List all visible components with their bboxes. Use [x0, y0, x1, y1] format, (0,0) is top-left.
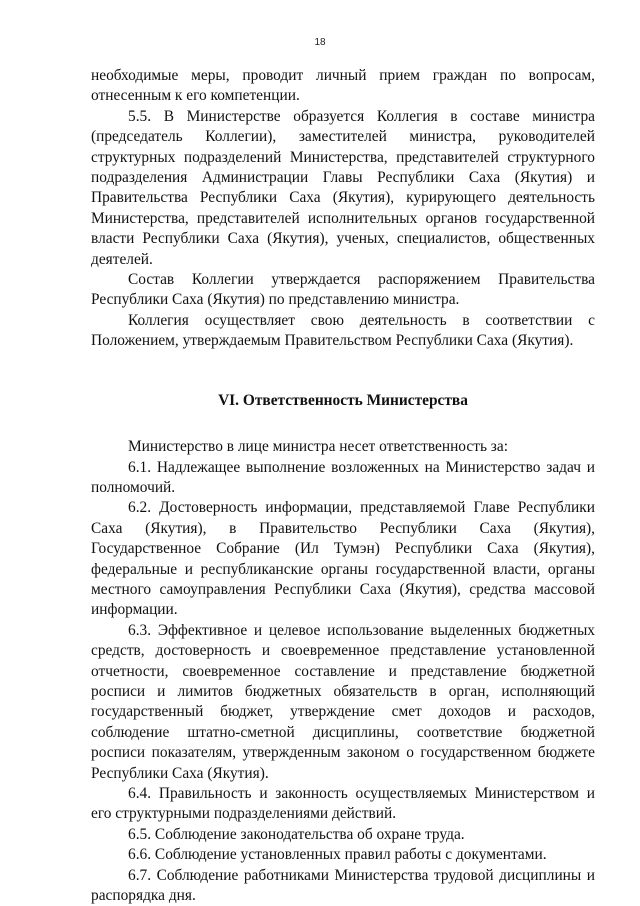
paragraph-6-1: 6.1. Надлежащее выполнение возложенных на Министерство задач и полномочий. [91, 458, 595, 496]
paragraph: Коллегия осуществляет свою деятельность в соответствии с Положением, утверждаемым Правительством Республики Саха (Якутия). [91, 311, 595, 350]
paragraph-6-5: 6.5. Соблюдение законодательства об охране труда. [128, 825, 465, 843]
paragraph-6-2: 6.2. Достоверность информации, представляемой Главе Республики Саха (Якутия), в Правительство Республики Саха (Якутия), Государственное Собрание (Ил Тумэн) Республики Саха (Якутия), федеральные и республиканские органы государственной власти, органы местного самоуправления Республики Саха (Якутия), средства массовой информации. [91, 499, 595, 619]
page-number: 18 [314, 37, 326, 48]
paragraph-6-7: 6.7. Соблюдение работниками Министерства трудовой дисциплины и распорядка дня. [91, 866, 595, 905]
document-body [91, 66, 595, 906]
section-heading: VI. Ответственность Министерства [218, 391, 468, 409]
paragraph: необходимые меры, проводит личный прием граждан по вопросам, отнесенным к его компетенции. [91, 67, 595, 105]
paragraph-6-3: 6.3. Эффективное и целевое использование выделенных бюджетных средств, достоверность и своевременное представление установленной отчетности, своевременное составление и представление бюджетной росписи и лимитов бюджетных обязательств в орган, исполняющий государственный бюджет, утверждение смет доходов и расходов, соблюдение штатно-сметной дисциплины, соответствие бюджетной росписи показателям, утвержденным законом о государственном бюджете Республики Саха (Якутия). [91, 621, 595, 782]
paragraph: Министерство в лице министра несет ответственность за: [128, 438, 508, 456]
paragraph-5-5: 5.5. В Министерстве образуется Коллегия в составе министра (председатель Коллегии), заместителей министра, руководителей структурных подразделений Министерства, представителей структурного подразделения Администрации Главы Республики Саха (Якутия) и Правительства Республики Саха (Якутия), курирующего деятельность Министерства, представителей исполнительных органов государственной власти Республики Саха (Якутия), ученых, специалистов, общественных деятелей. [91, 107, 595, 268]
paragraph-6-6: 6.6. Соблюдение установленных правил работы с документами. [128, 846, 547, 864]
paragraph: Состав Коллегии утверждается распоряжением Правительства Республики Саха (Якутия) по представлению министра. [91, 271, 595, 309]
paragraph-6-4: 6.4. Правильность и законность осуществляемых Министерством и его структурными подразделениями действий. [91, 785, 595, 823]
